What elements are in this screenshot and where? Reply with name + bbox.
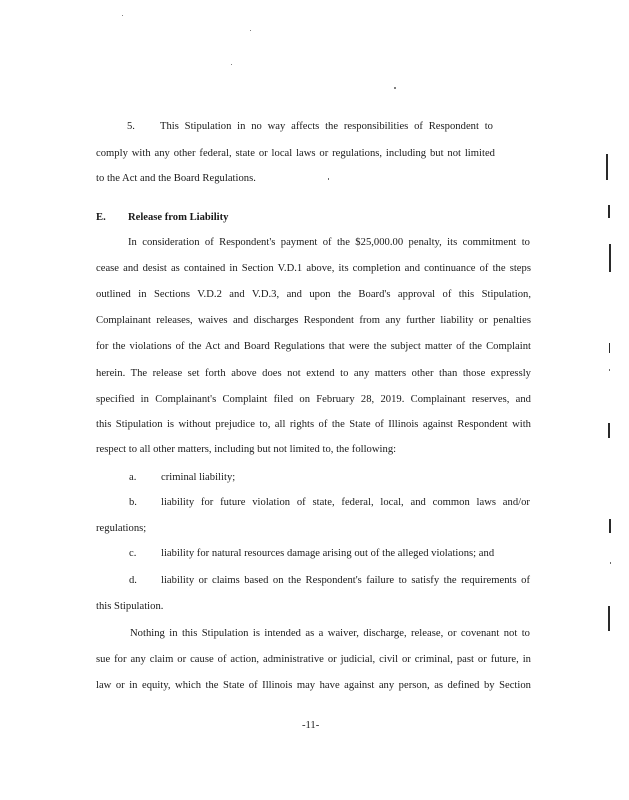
section-e-line-1: In consideration of Respondent's payment of the $25,000.00 penalty, its commitment to: [128, 237, 530, 248]
list-item-c-label: c.: [129, 548, 137, 559]
margin-mark: [609, 519, 611, 533]
section-e-letter: E.: [96, 212, 106, 223]
closing-line-2: sue for any claim or cause of action, administrative or judicial, civil or criminal, past or future, in: [96, 654, 531, 665]
section-e-line-5: for the violations of the Act and Board Regulations that were the subject matter of the Complaint: [96, 341, 531, 352]
section-e-line-7: specified in Complainant's Complaint filed on February 28, 2019. Complainant reserves, and: [96, 394, 531, 405]
list-item-b-text-1: liability for future violation of state, federal, local, and common laws and/or: [161, 497, 530, 508]
page-number: -11-: [302, 720, 320, 731]
margin-mark: [608, 205, 610, 218]
margin-mark: [609, 343, 610, 353]
paragraph-5-line-2: comply with any other federal, state or local laws or regulations, including but not limited: [96, 148, 495, 159]
closing-line-1: Nothing in this Stipulation is intended as a waiver, discharge, release, or covenant not to: [130, 628, 530, 639]
list-item-b-label: b.: [129, 497, 137, 508]
scan-speck: [609, 369, 610, 371]
margin-mark: [608, 606, 610, 631]
section-e-line-4: Complainant releases, waives and discharges Respondent from any further liability or penalties: [96, 315, 531, 326]
section-e-title: Release from Liability: [128, 212, 229, 223]
scan-speck: [122, 15, 123, 16]
closing-line-3: law or in equity, which the State of Illinois may have against any person, as defined by Section: [96, 680, 531, 691]
list-item-a-text: criminal liability;: [161, 472, 236, 483]
section-e-line-2: cease and desist as contained in Section V.D.1 above, its completion and continuance of the steps: [96, 263, 531, 274]
section-e-line-9: respect to all other matters, including but not limited to, the following:: [96, 444, 397, 455]
margin-mark: [606, 154, 608, 180]
scan-speck: [231, 64, 232, 65]
scan-speck: [250, 30, 251, 31]
scan-speck: [610, 562, 611, 564]
paragraph-5-line-1: This Stipulation in no way affects the responsibilities of Respondent to: [160, 121, 493, 132]
list-item-d-text-2: this Stipulation.: [96, 601, 164, 612]
list-item-d-label: d.: [129, 575, 137, 586]
scan-speck: [328, 178, 329, 180]
list-item-c-text: liability for natural resources damage arising out of the alleged violations; and: [161, 548, 495, 559]
paragraph-5-number: 5.: [127, 121, 135, 132]
list-item-a-label: a.: [129, 472, 137, 483]
section-e-line-3: outlined in Sections V.D.2 and V.D.3, and upon the Board's approval of this Stipulation,: [96, 289, 531, 300]
scan-speck: [394, 87, 396, 89]
list-item-b-text-2: regulations;: [96, 523, 147, 534]
list-item-d-text-1: liability or claims based on the Respondent's failure to satisfy the requirements of: [161, 575, 530, 586]
margin-mark: [609, 244, 611, 272]
section-e-line-6: herein. The release set forth above does not extend to any matters other than those expressly: [96, 368, 531, 379]
paragraph-5-line-3: to the Act and the Board Regulations.: [96, 173, 256, 184]
margin-mark: [608, 423, 610, 438]
section-e-line-8: this Stipulation is without prejudice to, all rights of the State of Illinois against Respondent with: [96, 419, 531, 430]
